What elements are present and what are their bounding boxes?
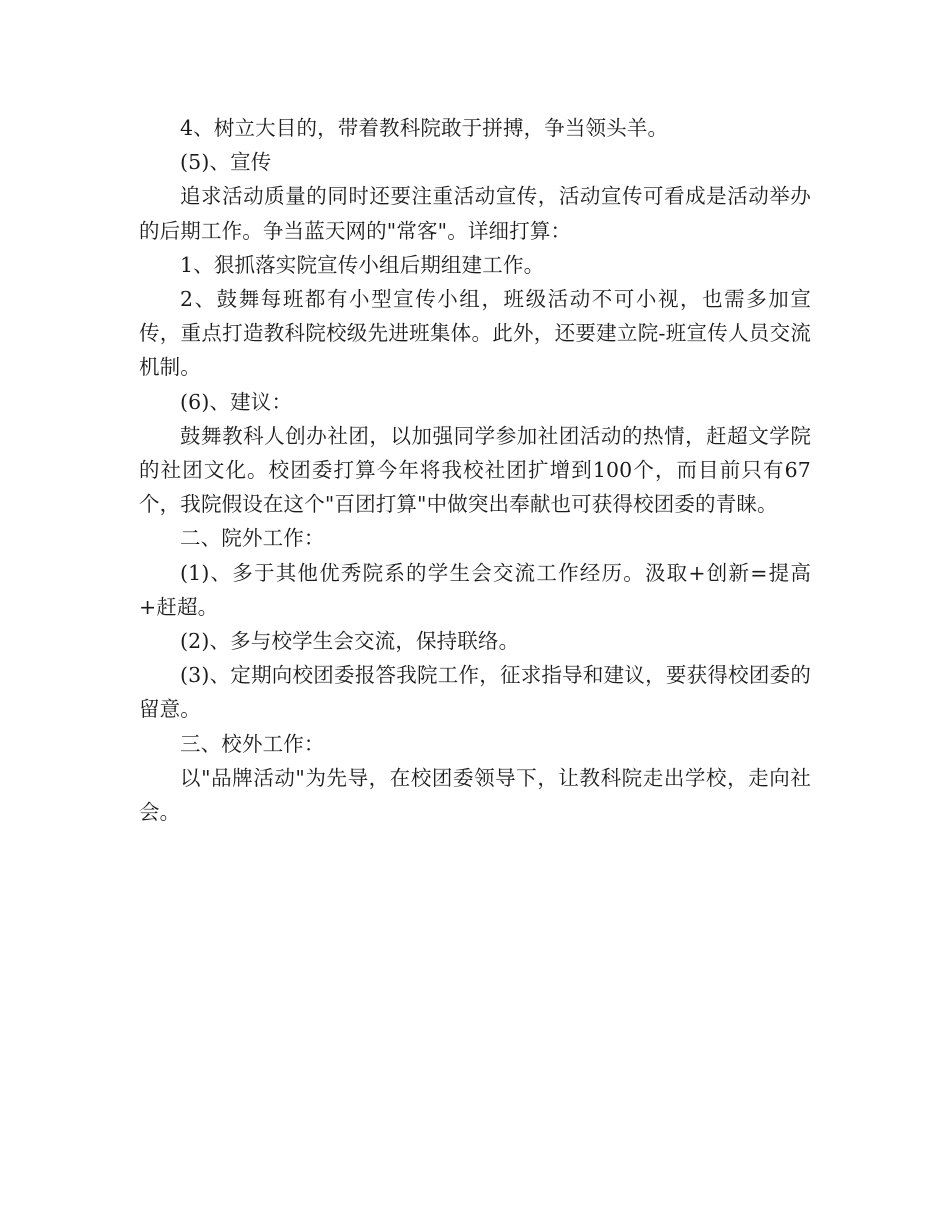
heading-external-work: 二、院外工作： [180, 526, 325, 551]
paragraph-publicity-item-2: 2、鼓舞每班都有小型宣传小组，班级活动不可小视，也需多加宣传，重点打造教科院校级先进班集体。此外，还要建立院-班宣传人员交流机制。 [139, 287, 811, 380]
paragraph-external-item-2: (2)、多与校学生会交流，保持联络。 [180, 629, 520, 654]
document-body [139, 111, 811, 829]
heading-publicity: (5)、宣传 [180, 150, 272, 175]
paragraph-goal: 4、树立大目的，带着教科院敢于拼搏，争当领头羊。 [180, 116, 669, 140]
paragraph-publicity-intro: 追求活动质量的同时还要注重活动宣传，活动宣传可看成是活动举办的后期工作。争当蓝天网的"常客"。详细打算： [139, 184, 811, 243]
paragraph-publicity-item-1: 1、狠抓落实院宣传小组后期组建工作。 [180, 252, 545, 277]
paragraph-external-item-3: (3)、定期向校团委报答我院工作，征求指导和建议，要获得校团委的留意。 [139, 663, 811, 722]
paragraph-suggestion: 鼓舞教科人创办社团，以加强同学参加社团活动的热情，赶超文学院的社团文化。校团委打算今年将我校社团扩增到100个，而目前只有67个，我院假设在这个"百团打算"中做突出奉献也可获得校团委的青睐。 [139, 423, 811, 517]
heading-off-campus-work: 三、校外工作： [180, 731, 325, 756]
heading-suggestion: (6)、建议： [180, 389, 293, 414]
paragraph-off-campus: 以"品牌活动"为先导，在校团委领导下，让教科院走出学校，走向社会。 [139, 765, 811, 825]
paragraph-external-item-1: (1)、多于其他优秀院系的学生会交流工作经历。汲取+创新=提高+赶超。 [139, 560, 811, 619]
